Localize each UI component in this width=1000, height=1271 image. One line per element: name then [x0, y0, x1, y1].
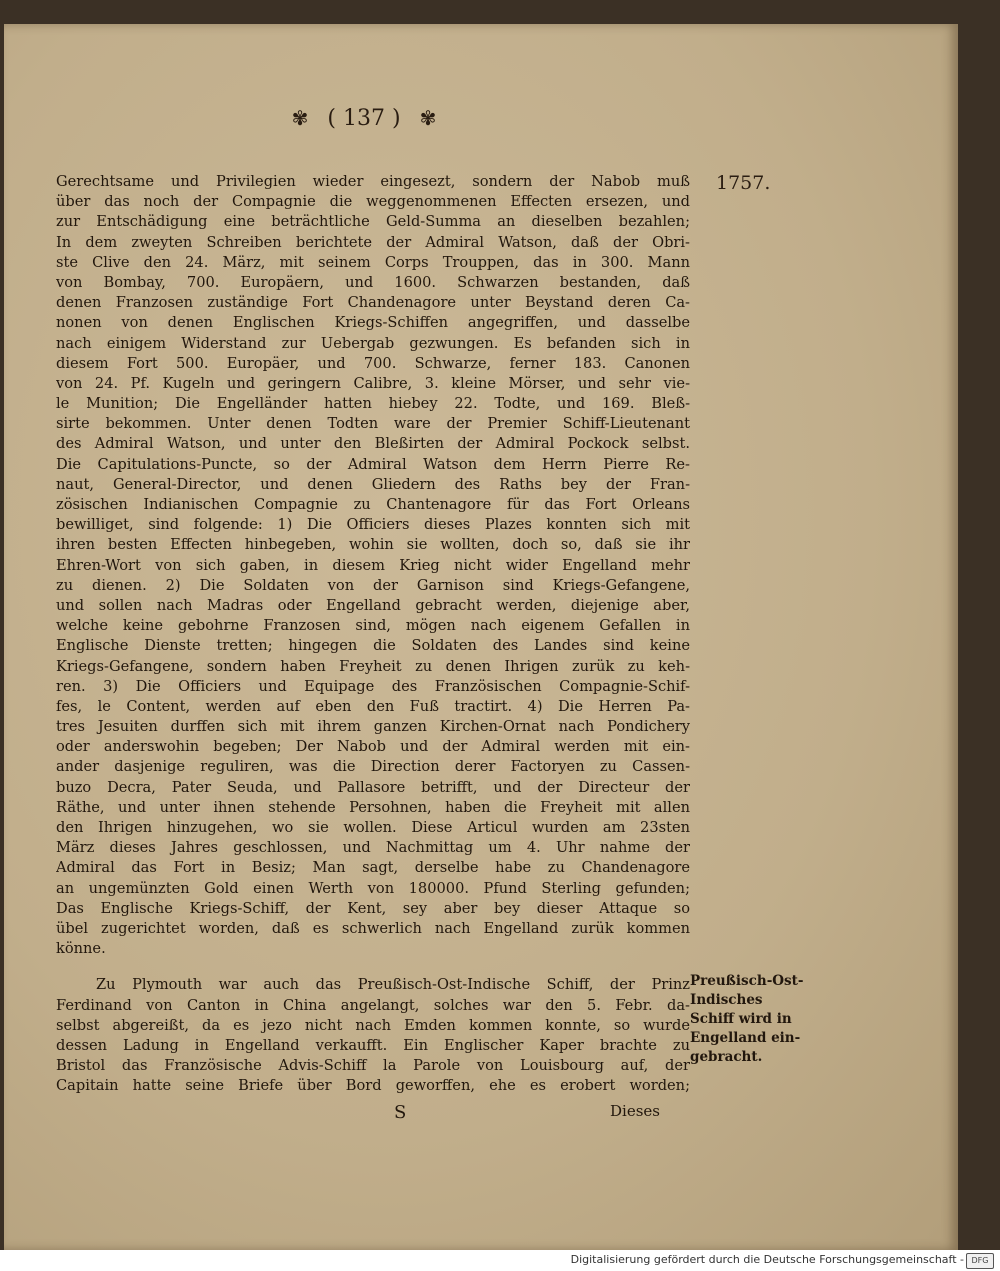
text-line: könne.	[56, 940, 106, 958]
text-line: von 24. Pf. Kugeln und geringern Calibre, 3. kleine Mörser, und sehr vie-	[56, 374, 690, 392]
text-line: den Ihrigen hinzugehen, wo sie wollen. Diese Articul wurden am 23sten	[56, 819, 690, 836]
page-number: ( 137 )	[327, 106, 401, 131]
margin-year: 1757.	[716, 172, 771, 194]
paragraph-2	[56, 975, 690, 1096]
text-line: diesem Fort 500. Europäer, und 700. Schwarze, ferner 183. Canonen	[56, 354, 690, 372]
text-line: Admiral das Fort in Besiz; Man sagt, derselbe habe zu Chandenagore	[56, 859, 690, 877]
text-line: zösischen Indianischen Compagnie zu Chantenagore für das Fort Orleans	[56, 496, 690, 513]
text-line: sirte bekommen. Unter denen Todten ware der Premier Schiff-Lieutenant	[56, 415, 690, 433]
text-line: Zu Plymouth war auch das Preußisch-Ost-Indische Schiff, der Prinz	[96, 976, 690, 994]
text-line: In dem zweyten Schreiben berichtete der Admiral Watson, daß der Obri-	[56, 233, 690, 251]
text-line: Ehren-Wort von sich gaben, in diesem Krieg nicht wider Engelland mehr	[56, 556, 690, 574]
text-line: fes, le Content, werden auf eben den Fuß tractirt. 4) Die Herren Pa-	[56, 697, 690, 715]
paragraph-gap	[56, 959, 690, 975]
book-page	[4, 24, 958, 1250]
text-line: Das Englische Kriegs-Schiff, der Kent, sey aber bey dieser Attaque so	[56, 899, 690, 917]
signature-mark: S	[394, 1102, 407, 1123]
text-line: ander dasjenige reguliren, was die Direction derer Factoryen zu Cassen-	[56, 758, 690, 776]
text-line: welche keine gebohrne Franzosen sind, mögen nach eigenem Gefallen in	[56, 617, 690, 635]
text-line: le Munition; Die Engelländer hatten hiebey 22. Todte, und 169. Bleß-	[56, 395, 690, 413]
text-line: und sollen nach Madras oder Engelland gebracht werden, diejenige aber,	[56, 596, 690, 614]
text-line: des Admiral Watson, und unter den Bleßirten der Admiral Pockock selbst.	[56, 435, 690, 453]
text-line: über das noch der Compagnie die weggenommenen Effecten ersezen, und	[56, 193, 690, 211]
text-line: Bristol das Französische Advis-Schiff la Parole von Louisbourg auf, der	[56, 1057, 690, 1075]
text-line: Gerechtsame und Privilegien wieder eingesezt, sondern der Nabob muß	[56, 173, 690, 190]
text-line: ste Clive den 24. März, mit seinem Corps Trouppen, das in 300. Mann	[56, 253, 690, 271]
text-line: oder anderswohin begeben; Der Nabob und der Admiral werden mit ein-	[56, 738, 690, 756]
margin-note-line: Preußisch-Ost-	[690, 973, 804, 989]
footer-credit: Digitalisierung gefördert durch die Deutsche Forschungsgemeinschaft -	[570, 1253, 964, 1266]
text-line: nach einigem Widerstand zur Uebergab gezwungen. Es befanden sich in	[56, 334, 690, 352]
text-line: Capitain hatte seine Briefe über Bord geworffen, ehe es erobert worden;	[56, 1077, 690, 1095]
text-line: März dieses Jahres geschlossen, und Nachmittag um 4. Uhr nahme der	[56, 839, 690, 857]
text-line: Die Capitulations-Puncte, so der Admiral Watson dem Herrn Pierre Re-	[56, 455, 690, 473]
text-line: an ungemünzten Gold einen Werth von 180000. Pfund Sterling gefunden;	[56, 879, 690, 897]
text-line: buzo Decra, Pater Seuda, und Pallasore betrifft, und der Directeur der	[56, 778, 690, 796]
text-line: zu dienen. 2) Die Soldaten von der Garnison sind Kriegs-Gefangene,	[56, 576, 690, 594]
text-line: Englische Dienste tretten; hingegen die Soldaten des Landes sind keine	[56, 637, 690, 655]
text-line: Ferdinand von Canton in China angelangt, solches war den 5. Febr. da-	[56, 996, 690, 1014]
text-line: selbst abgereißt, da es jezo nicht nach Emden kommen konnte, so wurde	[56, 1016, 690, 1034]
margin-note-line: Engelland ein-	[690, 1030, 801, 1046]
text-line: Räthe, und unter ihnen stehende Persohnen, haben die Freyheit mit allen	[56, 798, 690, 816]
margin-note-line: gebracht.	[690, 1049, 763, 1065]
margin-note	[690, 972, 804, 1067]
text-line: ihren besten Effecten hinbegeben, wohin sie wollten, doch so, daß sie ihr	[56, 536, 690, 554]
margin-note-line: Indisches	[690, 992, 763, 1008]
page-header	[4, 106, 724, 131]
paragraph-1	[56, 172, 690, 959]
text-line: ren. 3) Die Officiers und Equipage des Französischen Compagnie-Schif-	[56, 677, 690, 695]
dfg-logo-icon: DFG	[966, 1253, 994, 1269]
text-line: nonen von denen Englischen Kriegs-Schiffen angegriffen, und dasselbe	[56, 314, 690, 332]
text-line: Kriegs-Gefangene, sondern haben Freyheit zu denen Ihrigen zurük zu keh-	[56, 657, 690, 675]
text-line: dessen Ladung in Engelland verkaufft. Ein Englischer Kaper brachte zu	[56, 1036, 690, 1054]
ornament-right-icon: ✾	[419, 106, 437, 130]
margin-note-line: Schiff wird in	[690, 1011, 792, 1027]
text-line: denen Franzosen zuständige Fort Chandenagore unter Beystand deren Ca-	[56, 294, 690, 312]
text-line: zur Entschädigung eine beträchtliche Geld-Summa an dieselben bezahlen;	[56, 213, 690, 231]
text-line: von Bombay, 700. Europäern, und 1600. Schwarzen bestanden, daß	[56, 273, 690, 291]
text-line: bewilliget, sind folgende: 1) Die Officiers dieses Plazes konnten sich mit	[56, 516, 690, 534]
catchword: Dieses	[610, 1102, 660, 1120]
text-line: tres Jesuiten durffen sich mit ihrem ganzen Kirchen-Ornat nach Pondichery	[56, 718, 690, 736]
text-line: übel zugerichtet worden, daß es schwerlich nach Engelland zurük kommen	[56, 919, 690, 937]
ornament-left-icon: ✾	[291, 106, 309, 130]
text-line: naut, General-Director, und denen Gliedern des Raths bey der Fran-	[56, 475, 690, 493]
footer-bar	[0, 1250, 1000, 1271]
main-text	[56, 172, 690, 1096]
